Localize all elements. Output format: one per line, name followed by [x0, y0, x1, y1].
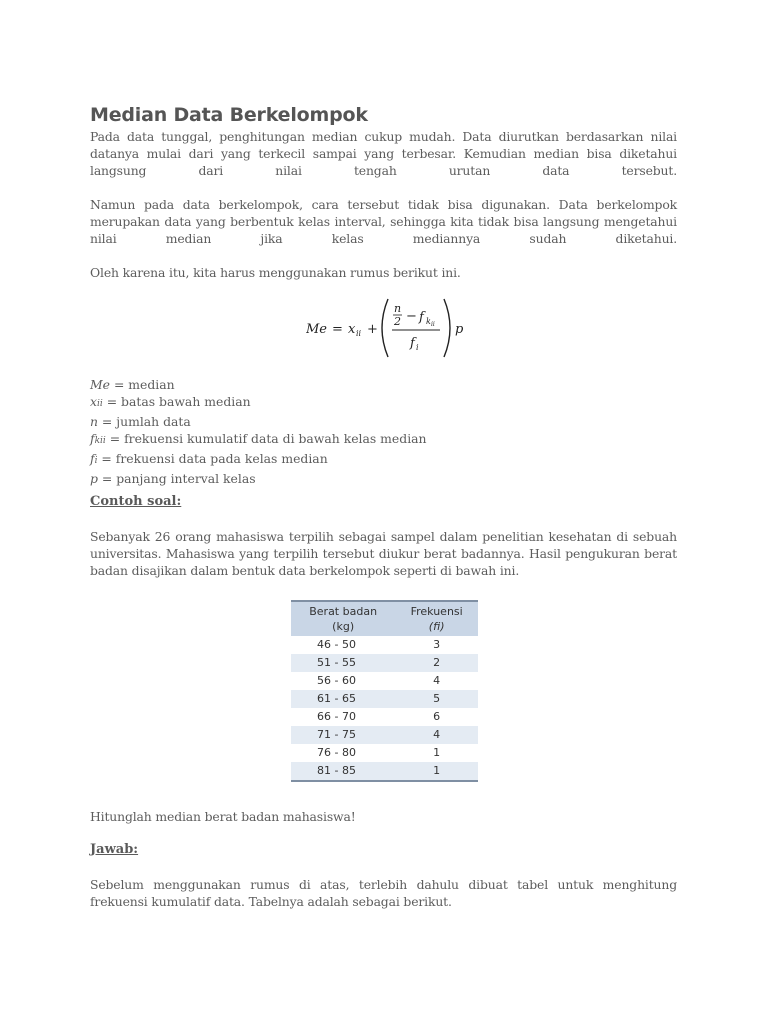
svg-text:x: x — [348, 322, 356, 337]
legend-item-n: n = jumlah data — [90, 414, 191, 429]
paragraph-intro: Pada data tunggal, penghitungan median cukup mudah. Data diurutkan berdasarkan nilai datanya mulai dari yang terkecil sampai yang terbesar. Kemudian median bisa diketahui langsung dari nilai tengah urutan data tersebut. — [90, 129, 677, 178]
answer-text: Sebelum menggunakan rumus di atas, terlebih dahulu dibuat tabel untuk menghitung frekuensi kumulatif data. Tabelnya adalah sebagai berikut. — [90, 877, 677, 909]
svg-text:=: = — [332, 322, 343, 337]
table-row: 81 - 85 1 — [291, 762, 478, 781]
legend-item-p: p = panjang interval kelas — [90, 471, 256, 486]
svg-text:Me: Me — [306, 322, 328, 337]
legend-item-me: Me = median — [90, 377, 175, 392]
legend-item-fkii: fkii = frekuensi kumulatif data di bawah kelas median — [90, 431, 427, 446]
svg-text:ii: ii — [356, 329, 362, 338]
table-row: 66 - 70 6 — [317, 710, 441, 723]
page-title: Median Data Berkelompok — [90, 104, 368, 126]
table-row: 71 - 75 4 — [291, 726, 478, 744]
median-formula — [306, 295, 486, 360]
svg-text:i: i — [416, 343, 419, 352]
svg-text:n: n — [394, 302, 402, 315]
header-weight: Berat badan (kg) — [291, 601, 395, 636]
svg-text:p: p — [455, 322, 464, 337]
question-text: Hitunglah median berat badan mahasiswa! — [90, 809, 356, 824]
table-row: 76 - 80 1 — [317, 746, 441, 759]
svg-text:k: k — [426, 317, 431, 326]
table-row: 51 - 55 2 — [291, 654, 478, 672]
svg-text:−: − — [406, 309, 417, 324]
header-frequency: Frekuensi (fi) — [395, 601, 478, 636]
table-row: 56 - 60 4 — [317, 674, 441, 687]
example-heading: Contoh soal: — [90, 494, 182, 509]
svg-text:ii: ii — [431, 321, 435, 328]
legend-item-xii: xii = batas bawah median — [90, 394, 251, 409]
paragraph-formula-intro: Oleh karena itu, kita harus menggunakan rumus berikut ini. — [90, 265, 461, 280]
table-row: 46 - 50 3 — [317, 638, 441, 651]
svg-text:+: + — [367, 322, 378, 337]
svg-text:f: f — [410, 336, 415, 351]
formula-svg — [306, 295, 486, 360]
weight-frequency-table — [291, 600, 478, 782]
paragraph-grouped-data: Namun pada data berkelompok, cara tersebut tidak bisa digunakan. Data berkelompok merupakan data yang berbentuk kelas interval, sehingga kita tidak bisa langsung mengetahui nilai median jika kelas mediannya sudah diketahui. — [90, 197, 677, 246]
formula-legend — [90, 376, 427, 487]
table-header-row — [291, 601, 478, 636]
example-text: Sebanyak 26 orang mahasiswa terpilih sebagai sampel dalam penelitian kesehatan di sebuah universitas. Mahasiswa yang terpilih tersebut diukur berat badannya. Hasil pengukuran berat badan disajikan dalam bentuk data berkelompok seperti di bawah ini. — [90, 529, 677, 578]
svg-text:2: 2 — [394, 315, 401, 328]
svg-text:f: f — [419, 310, 424, 325]
answer-heading: Jawab: — [90, 842, 139, 857]
table-row: 61 - 65 5 — [291, 690, 478, 708]
legend-item-fi: fi = frekuensi data pada kelas median — [90, 451, 328, 466]
